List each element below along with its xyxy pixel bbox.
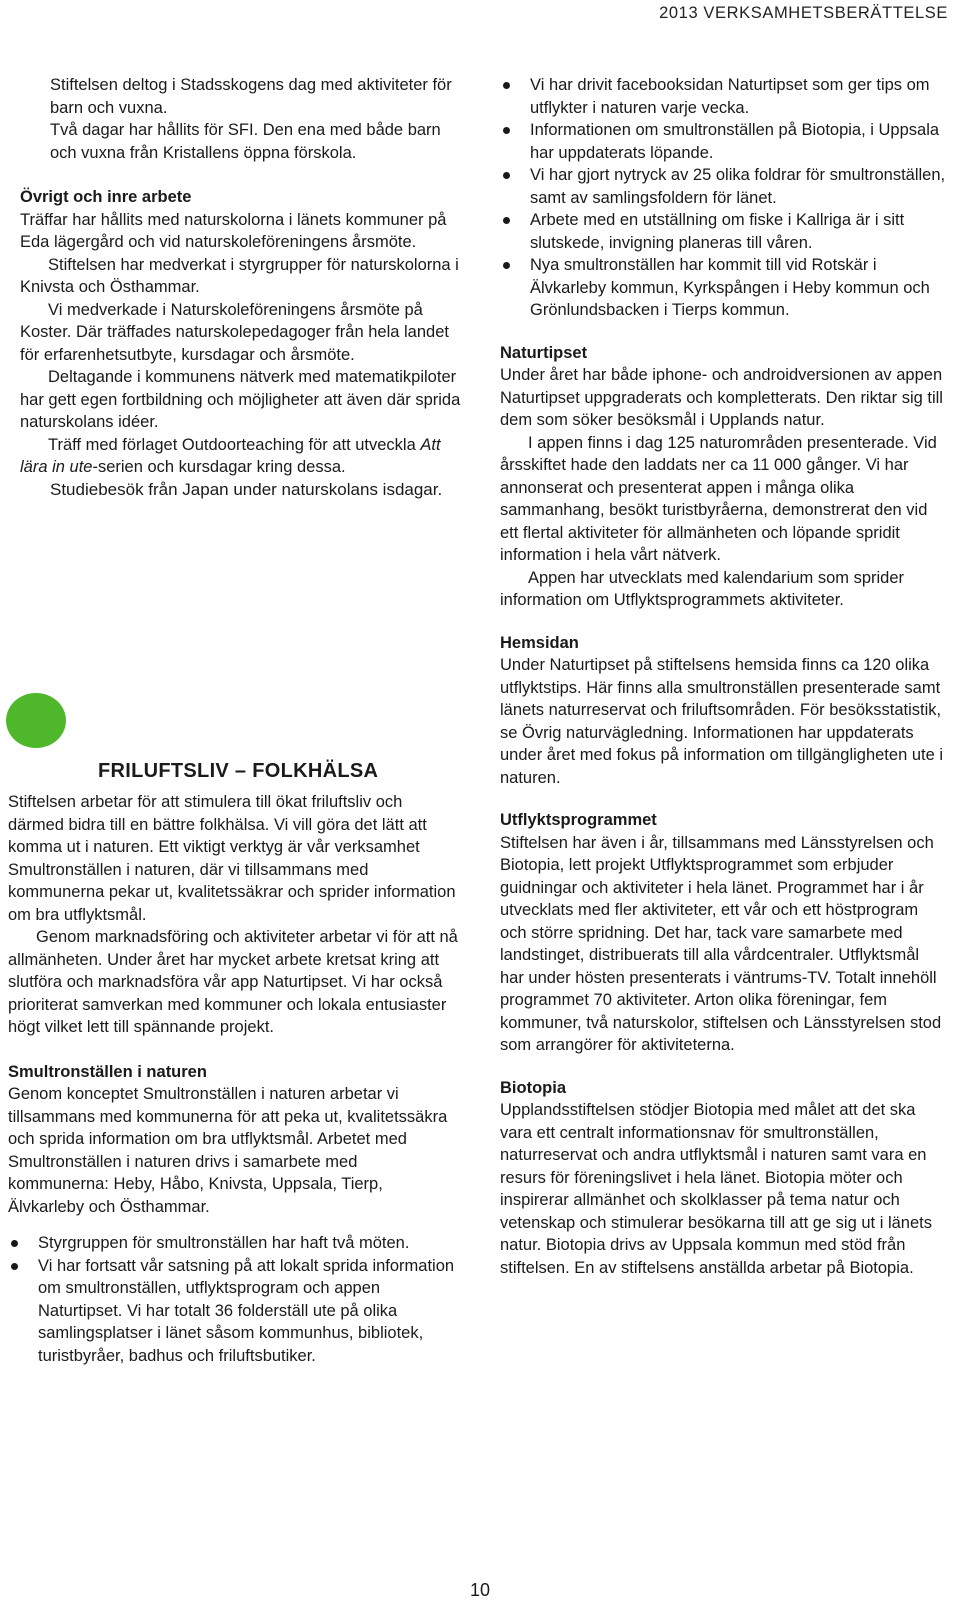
list-item: Nya smultronställen har kommit till vid Rotskär i Älvkarleby kommun, Kyrkspången i Heby kommun och Grönlundsbacken i Tierps kommun. (500, 254, 946, 322)
paragraph-konceptet: Genom konceptet Smultronställen i naturen arbetar vi tillsammans med kommunerna för att peka ut, kvalitetssäkra och sprida information om bra utflyktsmål. Arbetet med Smultronställen i naturen drivs i samarbete med kommunerna: Heby, Håbo, Knivsta, Uppsala, Tierp, Älvkarleby och Östhammar. (8, 1085, 448, 1216)
paragraph-kalendarium: Appen har utvecklats med kalendarium som sprider information om Utflyktsprogrammets aktiviteter. (500, 568, 905, 609)
heading-naturtipset: Naturtipset (500, 343, 588, 362)
green-dot-icon (6, 693, 66, 748)
paragraph-sfi: Två dagar har hållits för SFI. Den ena med både barn och vuxna från Kristallens öppna förskola. (50, 121, 441, 162)
paragraph-naturomraden: I appen finns i dag 125 naturområden presenterade. Vid årsskiftet hade den laddats ner ca 11 000 gånger. Vi har annonserat och presenterat appen i många olika sammanhang, besökt turistbyråerna, demonstrerat den vid ett flertal aktiviteter för allmänheten och löpande spridit information i hela vårt nätverk. (500, 433, 937, 564)
paragraph-marknadsforing: Genom marknadsföring och aktiviteter arbetar vi för att nå allmänheten. Under året har mycket arbete kretsat kring att slutföra och marknadsföra vår app Naturtipset. Vi har också prioriterat samverkan med kommuner och lokala entusiaster högt vilket lett till spännande projekt. (8, 928, 458, 1036)
paragraph-outdoorteaching (20, 434, 466, 479)
list-item: Vi har fortsatt vår satsning på att lokalt sprida information om smultronställen, utflyktsprogram och appen Naturtipset. Vi har totalt 36 folderställ ute på olika samlingsplatser i länet såsom kommunhus, bibliotek, turistbyråer, badhus och friluftsbutiker. (8, 1255, 462, 1368)
paragraph-matematikpiloter: Deltagande i kommunens nätverk med matematikpiloter har gett egen fortbildning och möjligheter att även där sprida naturskolans idéer. (20, 368, 461, 431)
paragraph-styrgrupper: Stiftelsen har medverkat i styrgrupper för naturskolorna i Knivsta och Östhammar. (20, 255, 459, 296)
list-item: Vi har gjort nytryck av 25 olika foldrar för smultronställen, samt av samlingsfoldern för länet. (500, 164, 946, 209)
list-item: Informationen om smultronställen på Biotopia, i Uppsala har uppdaterats löpande. (500, 119, 946, 164)
paragraph-hemsidan: Under Naturtipset på stiftelsens hemsida finns ca 120 olika utflyktstips. Här finns alla smultronställen presenterade samt länets naturreservat och friluftsområden. För besöksstatistik, se Övrig naturvägledning. Informationen har uppdaterats under året med fokus på information om tillgängligheten ute i naturen. (500, 656, 944, 787)
heading-smultronstallen: Smultronställen i naturen (8, 1062, 207, 1081)
list-item: Styrgruppen för smultronställen har haft två möten. (8, 1232, 462, 1255)
heading-hemsidan: Hemsidan (500, 633, 579, 652)
outdoorteaching-text-2: -serien och kursdagar kring dessa. (92, 458, 346, 476)
list-item: Vi har drivit facebooksidan Naturtipset som ger tips om utflykter i naturen varje vecka. (500, 74, 946, 119)
right-bullet-list (500, 74, 946, 322)
outdoorteaching-text-1: Träff med förlaget Outdoorteaching för att utveckla (48, 435, 421, 454)
paragraph-stadsskogens-dag: Stiftelsen deltog i Stadsskogens dag med aktiviteter för barn och vuxna. (50, 76, 452, 117)
smultron-bullet-list (8, 1232, 462, 1367)
paragraph-biotopia: Upplandsstiftelsen stödjer Biotopia med målet att det ska vara ett centralt informationsnav för smultronställen, naturreservat och andra utflyktsmål i naturen samt vara en resurs för föreningslivet i hela länet. Biotopia möter och inspirerar allmänhet och skolklasser på tema natur och vetenskap och stimulerar besökarna till att ge sig ut i länets natur. Biotopia drivs av Uppsala kommun med stöd från stiftelsen. En av stiftelsens anställda arbetar på Biotopia. (500, 1101, 932, 1277)
paragraph-utflyktsprogrammet: Stiftelsen har även i år, tillsammans med Länsstyrelsen och Biotopia, lett projekt Utflyktsprogrammet som erbjuder guidningar och aktiviteter i hela länet. Programmet har i år utvecklats med fler aktiviteter, ett vår och ett höstprogram och större spridning. Det har, tack vare samarbete med landstinget, distribuerats till alla vårdcentraler. Utflyktsmål har under hösten presenterats i väntrums-TV. Totalt innehöll programmet 70 aktiviteter. Arton olika föreningar, fem kommuner, två naturskolor, stiftelsen och Länsstyrelsen stod som arrangörer för aktiviteterna. (500, 833, 942, 1054)
section-title: FRILUFTSLIV – FOLKHÄLSA (98, 760, 379, 782)
page-number: 10 (469, 1580, 491, 1600)
paragraph-naturtipset-app: Under året har både iphone- och androidversionen av appen Naturtipset uppgraderats och kompletterats. Den riktar sig till dem som söker besöksmål i Upplands natur. (500, 366, 943, 429)
book-series-title: Att lära in ute (20, 435, 441, 476)
heading-biotopia: Biotopia (500, 1078, 566, 1097)
heading-ovrigt: Övrigt och inre arbete (20, 188, 192, 206)
heading-utflyktsprogrammet: Utflyktsprogrammet (500, 811, 657, 829)
paragraph-traffar: Träffar har hållits med naturskolorna i länets kommuner på Eda lägergård och vid naturskoleföreningens årsmöte. (20, 210, 447, 251)
paragraph-japan: Studiebesök från Japan under naturskolans isdagar. (50, 479, 443, 499)
right-column (500, 74, 946, 1279)
page-header-title: 2013 VERKSAMHETSBERÄTTELSE (659, 4, 948, 22)
paragraph-koster: Vi medverkade i Naturskoleföreningens årsmöte på Koster. Där träffades naturskolepedagoger från hela landet för erfarenhetsutbyte, kursdagar och årsmöte. (20, 300, 449, 364)
left-column-top (20, 74, 466, 501)
paragraph-friluftsliv: Stiftelsen arbetar för att stimulera till ökat friluftsliv och därmed bidra till en bättre folkhälsa. Vi vill göra det lätt att komma ut i naturen. Ett viktigt verktyg är vår verksamhet Smultronställen i naturen, där vi tillsammans med kommunerna pekar ut, kvalitetssäkrar och sprider information om bra utflyktsmål. (8, 793, 456, 924)
list-item: Arbete med en utställning om fiske i Kallriga är i sitt slutskede, invigning planeras till våren. (500, 209, 946, 254)
left-column-bottom (8, 791, 462, 1367)
